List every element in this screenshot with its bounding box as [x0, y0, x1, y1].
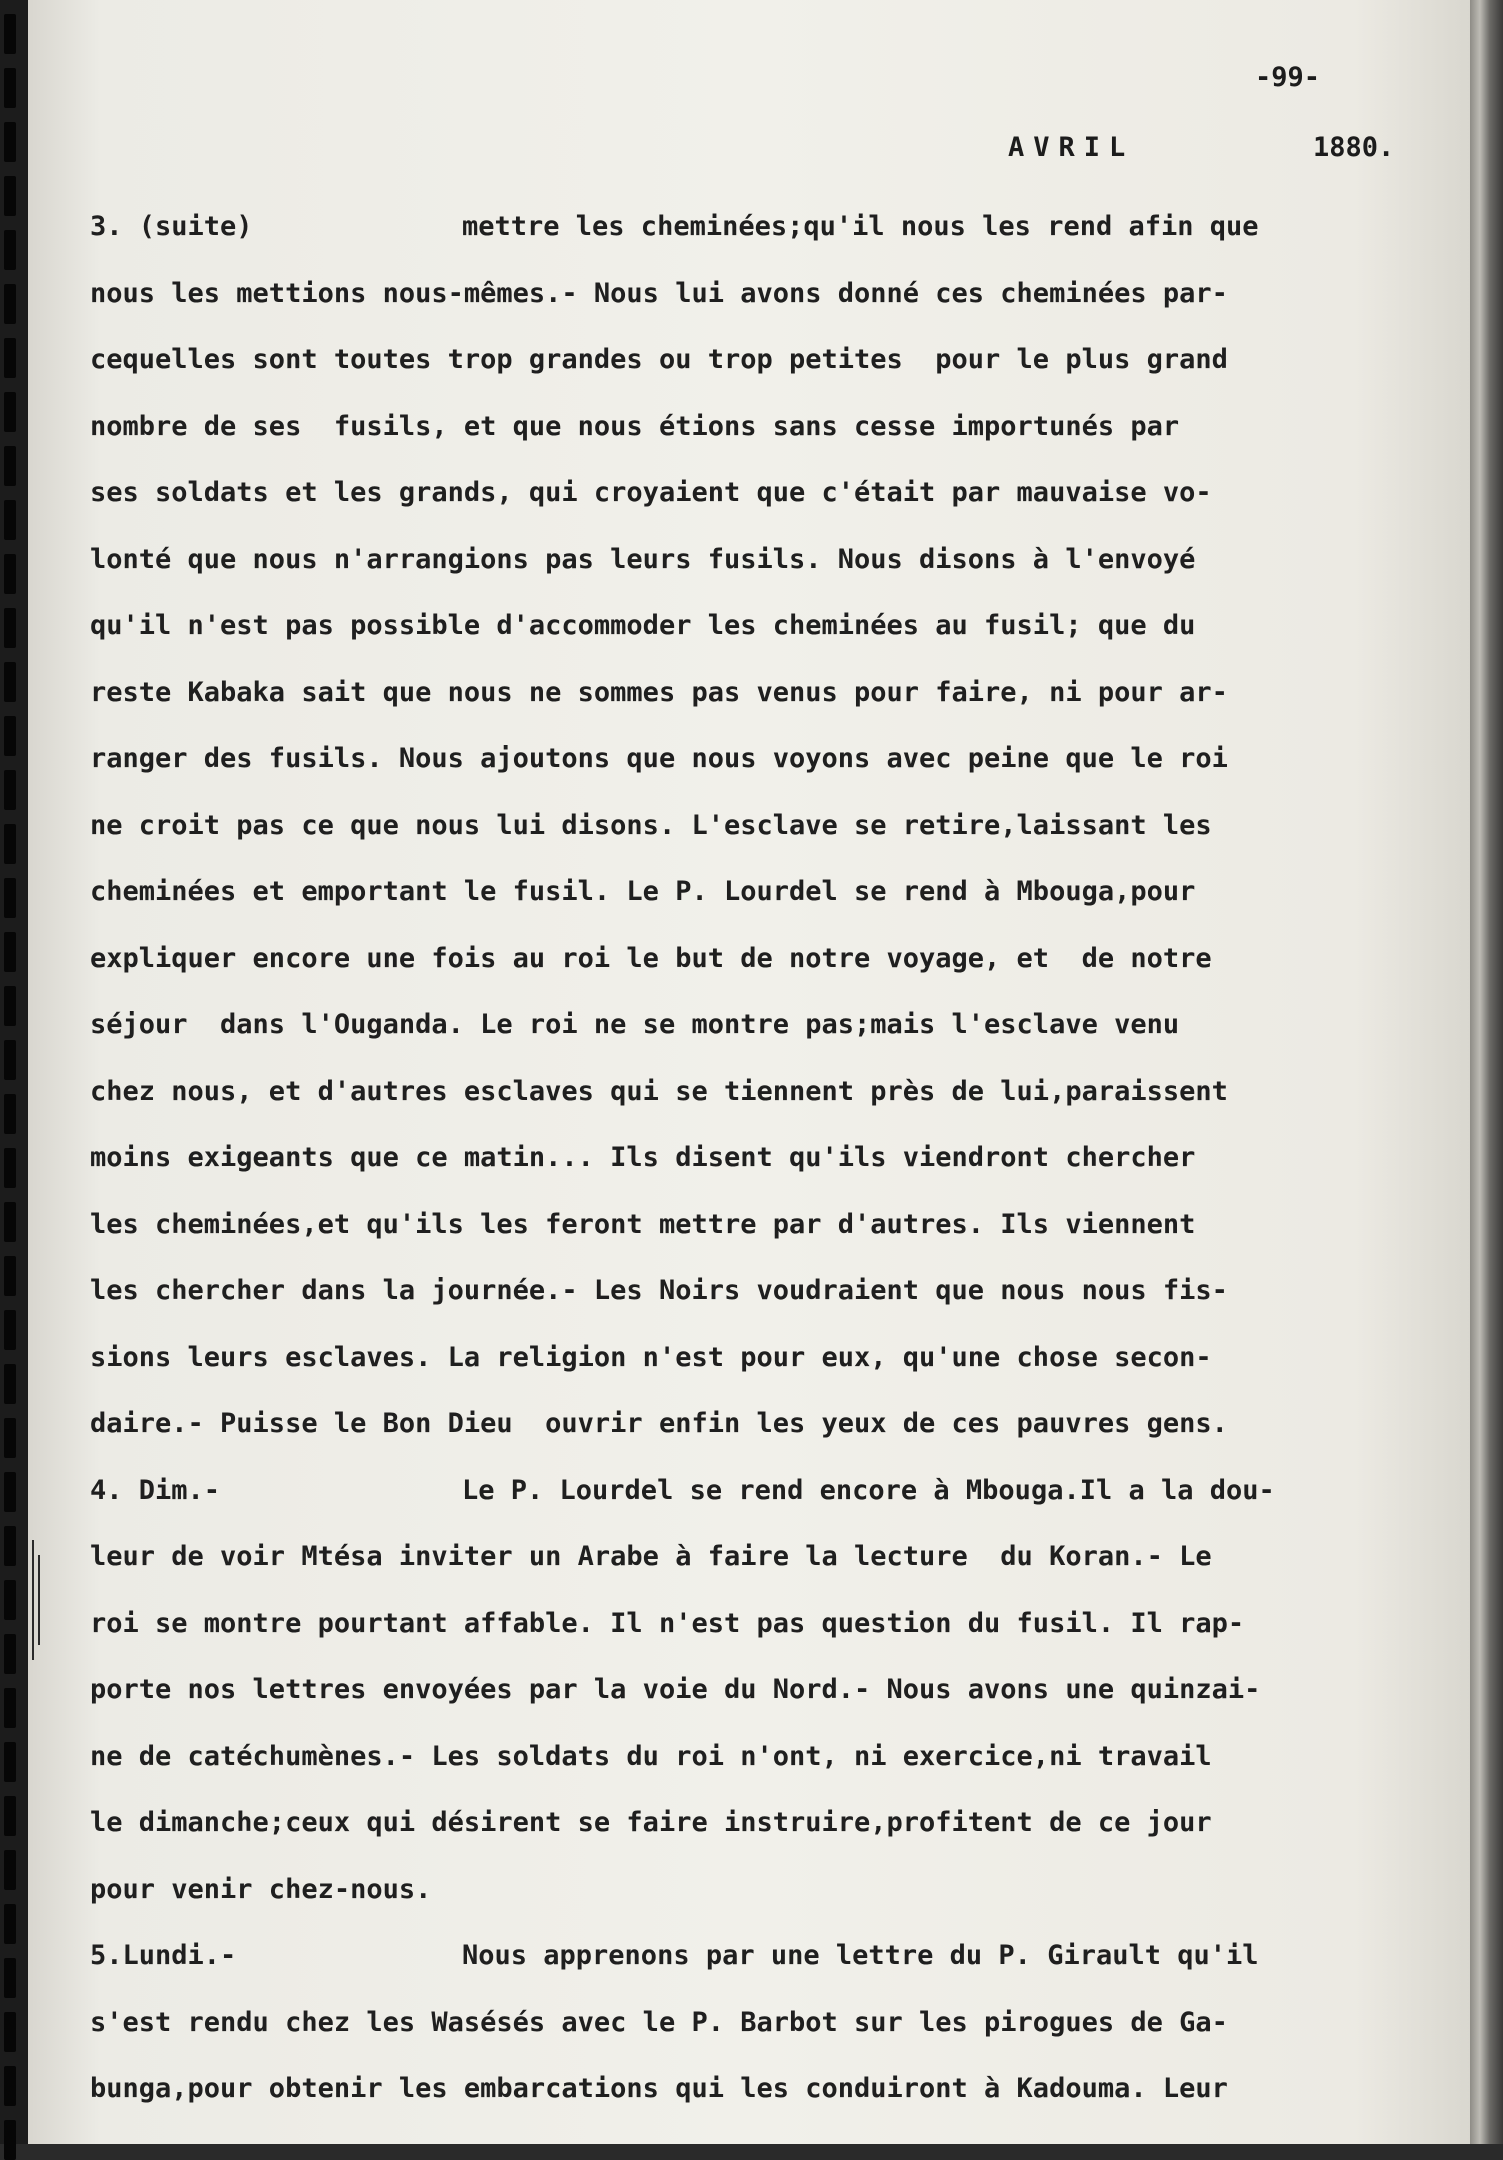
line-text: chez nous, et d'autres esclaves qui se tiennent près de lui,paraissent [90, 1075, 1228, 1107]
binding-hole [4, 1148, 16, 1188]
binding-hole [4, 446, 16, 486]
line-text: Nous apprenons par une lettre du P. Girault qu'il [462, 1940, 1259, 1971]
binding-hole [4, 1958, 16, 1998]
binding-hole [4, 1472, 16, 1512]
binding-hole [4, 2120, 16, 2160]
line-text: pour venir chez-nous. [90, 1873, 432, 1905]
month: AVRIL [1008, 132, 1135, 163]
text-line [90, 1724, 1470, 1791]
binding-hole [4, 1094, 16, 1134]
binding-hole [4, 1418, 16, 1458]
binding-hole [4, 1526, 16, 1566]
year: 1880. [1313, 132, 1395, 163]
binding-hole [4, 1688, 16, 1728]
line-text: expliquer encore une fois au roi le but de notre voyage, et de notre [90, 942, 1212, 974]
text-line [90, 1391, 1470, 1458]
line-text: les chercher dans la journée.- Les Noirs voudraient que nous nous fis- [90, 1275, 1228, 1306]
text-line [90, 1857, 1470, 1924]
binding-hole [4, 68, 16, 108]
line-text: lonté que nous n'arrangions pas leurs fusils. Nous disons à l'envoyé [90, 543, 1196, 575]
binding-hole [4, 122, 16, 162]
line-text: qu'il n'est pas possible d'accommoder les cheminées au fusil; que du [90, 610, 1196, 641]
line-text: séjour dans l'Ouganda. Le roi ne se montre pas;mais l'esclave venu [90, 1009, 1180, 1040]
text-line [90, 593, 1470, 660]
binding-hole [4, 770, 16, 810]
line-text: ranger des fusils. Nous ajoutons que nous voyons avec peine que le roi [90, 743, 1228, 774]
binding-hole [4, 1310, 16, 1350]
line-text: leur de voir Mtésa inviter un Arabe à faire la lecture du Koran.- Le [90, 1541, 1212, 1572]
line-text: nombre de ses fusils, et que nous étions sans cesse importunés par [90, 410, 1180, 442]
line-text: roi se montre pourtant affable. Il n'est pas question du fusil. Il rap- [90, 1607, 1245, 1639]
page-edge [1470, 0, 1503, 2144]
binding-hole [4, 284, 16, 324]
text-line [90, 1458, 1470, 1525]
binding-hole [4, 1364, 16, 1404]
binding-hole [4, 1580, 16, 1620]
line-text: nous les mettions nous-mêmes.- Nous lui avons donné ces cheminées par- [90, 277, 1228, 309]
binding-hole [4, 1202, 16, 1242]
margin-mark [32, 1540, 34, 1660]
entry-date-label: 4. Dim.- [90, 1474, 221, 1506]
text-line [90, 1192, 1470, 1259]
text-line [90, 793, 1470, 860]
line-text: porte nos lettres envoyées par la voie du Nord.- Nous avons une quinzai- [90, 1674, 1261, 1705]
line-text: mettre les cheminées;qu'il nous les rend afin que [462, 211, 1259, 242]
line-text: Le P. Lourdel se rend encore à Mbouga.Il a la dou- [462, 1474, 1275, 1506]
binding-hole [4, 662, 16, 702]
text-line [90, 992, 1470, 1059]
page-number: -99- [1254, 62, 1320, 93]
binding-hole [4, 176, 16, 216]
line-text: ses soldats et les grands, qui croyaient que c'était par mauvaise vo- [90, 477, 1212, 508]
text-line [90, 1125, 1470, 1192]
binding-hole [4, 1742, 16, 1782]
text-line [90, 1790, 1470, 1857]
binding-hole [4, 2012, 16, 2052]
line-text: s'est rendu chez les Wasésés avec le P. Barbot sur les pirogues de Ga- [90, 2006, 1228, 2038]
binding-hole [4, 986, 16, 1026]
typewritten-page [28, 0, 1470, 2144]
text-line [90, 261, 1470, 328]
text-line [90, 1524, 1470, 1591]
binding-hole [4, 338, 16, 378]
binding-hole [4, 608, 16, 648]
line-text: bunga,pour obtenir les embarcations qui les conduiront à Kadouma. Leur [90, 2073, 1228, 2104]
entry-date-label: 5.Lundi.- [90, 1940, 237, 1971]
entry-date-label: 3. (suite) [90, 211, 253, 242]
text-line [90, 1059, 1470, 1126]
line-text: moins exigeants que ce matin... Ils disent qu'ils viendront chercher [90, 1142, 1196, 1173]
binding-hole [4, 230, 16, 270]
line-text: cequelles sont toutes trop grandes ou trop petites pour le plus grand [90, 344, 1228, 375]
line-text: reste Kabaka sait que nous ne sommes pas venus pour faire, ni pour ar- [90, 676, 1228, 708]
text-line [90, 394, 1470, 461]
text-line [90, 726, 1470, 793]
binding-hole [4, 824, 16, 864]
diary-text [90, 194, 1470, 2123]
line-text: les cheminées,et qu'ils les feront mettre par d'autres. Ils viennent [90, 1208, 1196, 1240]
binding-hole [4, 1256, 16, 1296]
text-line [90, 1591, 1470, 1658]
text-line [90, 2056, 1470, 2123]
text-line [90, 194, 1470, 261]
text-line [90, 527, 1470, 594]
binding-hole [4, 716, 16, 756]
binding-hole [4, 14, 16, 54]
text-line [90, 1657, 1470, 1724]
text-line [90, 1325, 1470, 1392]
line-text: le dimanche;ceux qui désirent se faire instruire,profitent de ce jour [90, 1807, 1212, 1838]
line-text: daire.- Puisse le Bon Dieu ouvrir enfin les yeux de ces pauvres gens. [90, 1408, 1228, 1439]
text-line [90, 926, 1470, 993]
binding-hole [4, 500, 16, 540]
margin-mark [38, 1555, 40, 1645]
binding-hole [4, 392, 16, 432]
text-line [90, 859, 1470, 926]
text-line [90, 1923, 1470, 1990]
text-line [90, 1990, 1470, 2057]
month-header [1008, 132, 1428, 163]
text-line [90, 660, 1470, 727]
binding-hole [4, 878, 16, 918]
line-text: sions leurs esclaves. La religion n'est pour eux, qu'une chose secon- [90, 1341, 1212, 1373]
text-line [90, 460, 1470, 527]
text-line [90, 327, 1470, 394]
line-text: ne croit pas ce que nous lui disons. L'esclave se retire,laissant les [90, 809, 1212, 841]
text-line [90, 1258, 1470, 1325]
binding-hole [4, 1634, 16, 1674]
binding-hole [4, 1040, 16, 1080]
binding-hole [4, 1904, 16, 1944]
binding-hole [4, 1796, 16, 1836]
binding-hole [4, 932, 16, 972]
line-text: ne de catéchumènes.- Les soldats du roi n'ont, ni exercice,ni travail [90, 1740, 1212, 1772]
line-text: cheminées et emportant le fusil. Le P. Lourdel se rend à Mbouga,pour [90, 876, 1196, 907]
binding-hole [4, 1850, 16, 1890]
binding-hole [4, 554, 16, 594]
binding-hole [4, 2066, 16, 2106]
